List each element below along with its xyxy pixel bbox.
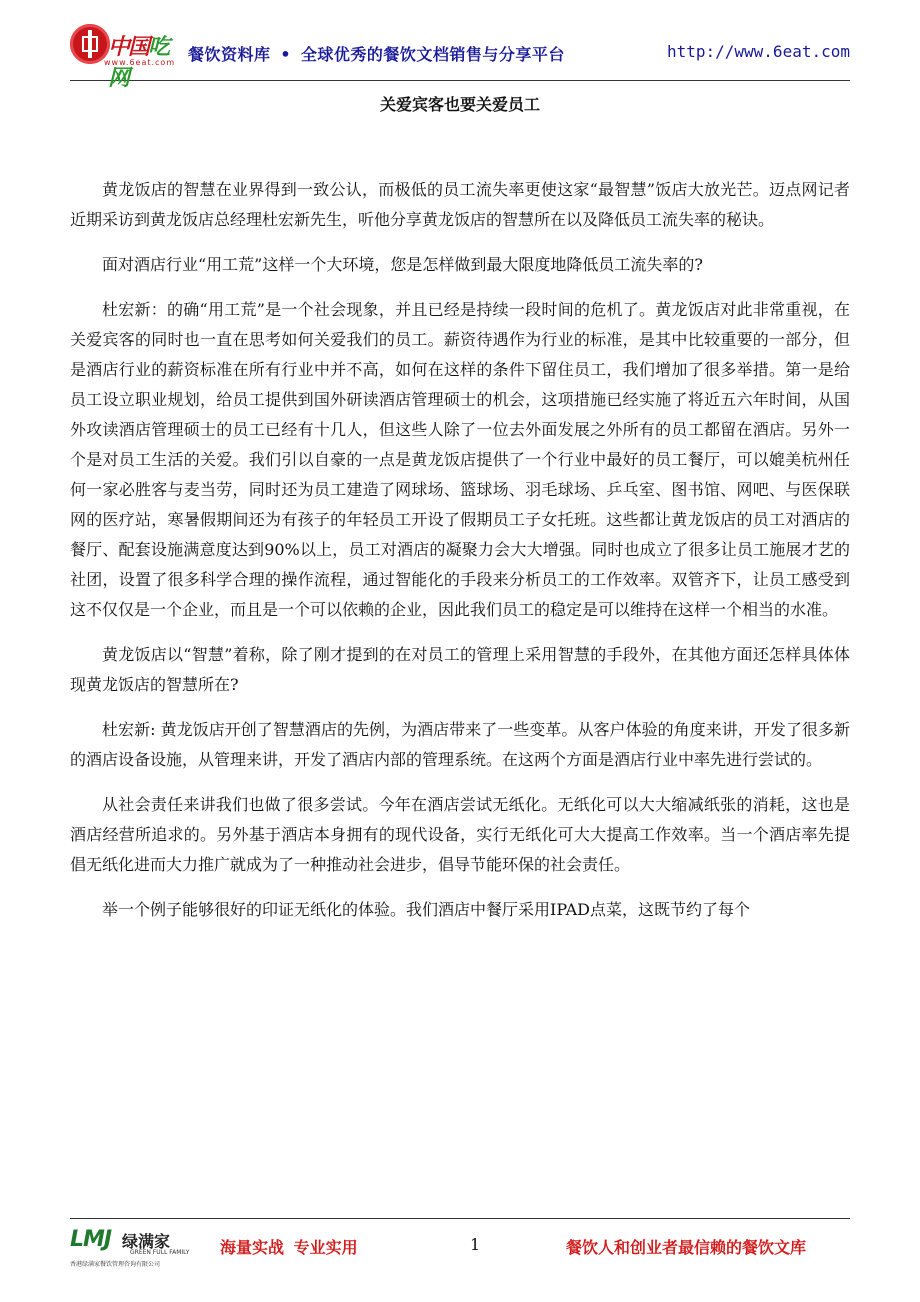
footer-logo-cn: 绿满家 — [122, 1232, 171, 1251]
header-url-link[interactable]: http://www.6eat.com — [666, 42, 850, 61]
paragraph: 举一个例子能够很好的印证无纸化的体验。我们酒店中餐厅采用IPAD点菜，这既节约了每个 — [102, 900, 751, 919]
footer-logo — [70, 1227, 190, 1267]
logo-url: www.6eat.com — [104, 58, 176, 67]
logo-wordmark: 中国吃网 — [108, 35, 169, 91]
document-title: 关爱宾客也要关爱员工 — [379, 95, 540, 114]
footer-logo-en: GREEN FULL FAMILY — [130, 1249, 190, 1256]
page-number: 1 — [470, 1235, 481, 1254]
paragraph: 杜宏新：的确“用工荒”是一个社会现象，并且已经是持续一段时间的危机了。黄龙饭店对此非常重视，在关爱宾客的同时也一直在思考如何关爱我们的员工。薪资待遇作为行业的标准，是其中比较重要的一部分，但是酒店行业的薪资标准在所有行业中并不高，如何在这样的条件下留住员工，我们增加了很多举措。第一是给员工设立职业规划，给员工提供到国外研读酒店管理硕士的机会，这项措施已经实施了将近五六年时间，从国外攻读酒店管理硕士的员工已经有十几人，但这些人除了一位去外面发展之外所有的员工都留在酒店。另外一个是对员工生活的关爱。我们引以自豪的一点是黄龙饭店提供了一个行业中最好的员工餐厅，可以媲美杭州任何一家必胜客与麦当劳，同时还为员工建造了网球场、篮球场、羽毛球场、乒乓室、图书馆、网吧、与医保联网的医疗站，寒暑假期间还为有孩子的年轻员工开设了假期员工子女托班。这些都让黄龙饭店的员工对酒店的餐厅、配套设施满意度达到90%以上，员工对酒店的凝聚力会大大增强。同时也成立了很多让员工施展才艺的社团，设置了很多科学合理的操作流程，通过智能化的手段来分析员工的工作效率。双管齐下，让员工感受到这不仅仅是一个企业，而且是一个可以依赖的企业，因此我们员工的稳定是可以维持在这样一个相当的水准。 — [70, 300, 850, 619]
paragraph: 黄龙饭店的智慧在业界得到一致公认，而极低的员工流失率更使这家“最智慧”饭店大放光芒。迈点网记者近期采访到黄龙饭店总经理杜宏新先生，听他分享黄龙饭店的智慧所在以及降低员工流失率的秘诀。 — [70, 180, 850, 229]
document-body — [70, 175, 850, 940]
footer-right-slogan: 餐饮人和创业者最信赖的餐饮文库 — [565, 1238, 806, 1257]
paragraph: 面对酒店行业“用工荒”这样一个大环境，您是怎样做到最大限度地降低员工流失率的? — [102, 255, 703, 274]
site-logo[interactable] — [70, 24, 180, 91]
paragraph: 杜宏新: 黄龙饭店开创了智慧酒店的先例，为酒店带来了一些变革。从客户体验的角度来讲，开发了很多新的酒店设备设施，从管理来讲，开发了酒店内部的管理系统。在这两个方面是酒店行业中率先进行尝试的。 — [70, 720, 850, 769]
paragraph: 黄龙饭店以“智慧”着称，除了刚才提到的在对员工的管理上采用智慧的手段外，在其他方面还怎样具体体现黄龙饭店的智慧所在? — [70, 645, 850, 694]
footer-logo-lmj: LMJ — [70, 1227, 112, 1252]
footer-left-slogan: 海量实战 专业实用 — [220, 1238, 358, 1257]
paragraph: 从社会责任来讲我们也做了很多尝试。今年在酒店尝试无纸化。无纸化可以大大缩减纸张的消耗，这也是酒店经营所追求的。另外基于酒店本身拥有的现代设备，实行无纸化可大大提高工作效率。当一个酒店率先提倡无纸化进而大力推广就成为了一种推动社会进步，倡导节能环保的社会责任。 — [70, 795, 850, 874]
header-tagline: 餐饮资料库 • 全球优秀的餐饮文档销售与分享平台 — [188, 45, 565, 64]
page-header — [70, 22, 850, 91]
footer-company: 香港绿满家餐饮管理咨询有限公司 — [70, 1261, 161, 1268]
page-footer — [70, 1218, 850, 1269]
